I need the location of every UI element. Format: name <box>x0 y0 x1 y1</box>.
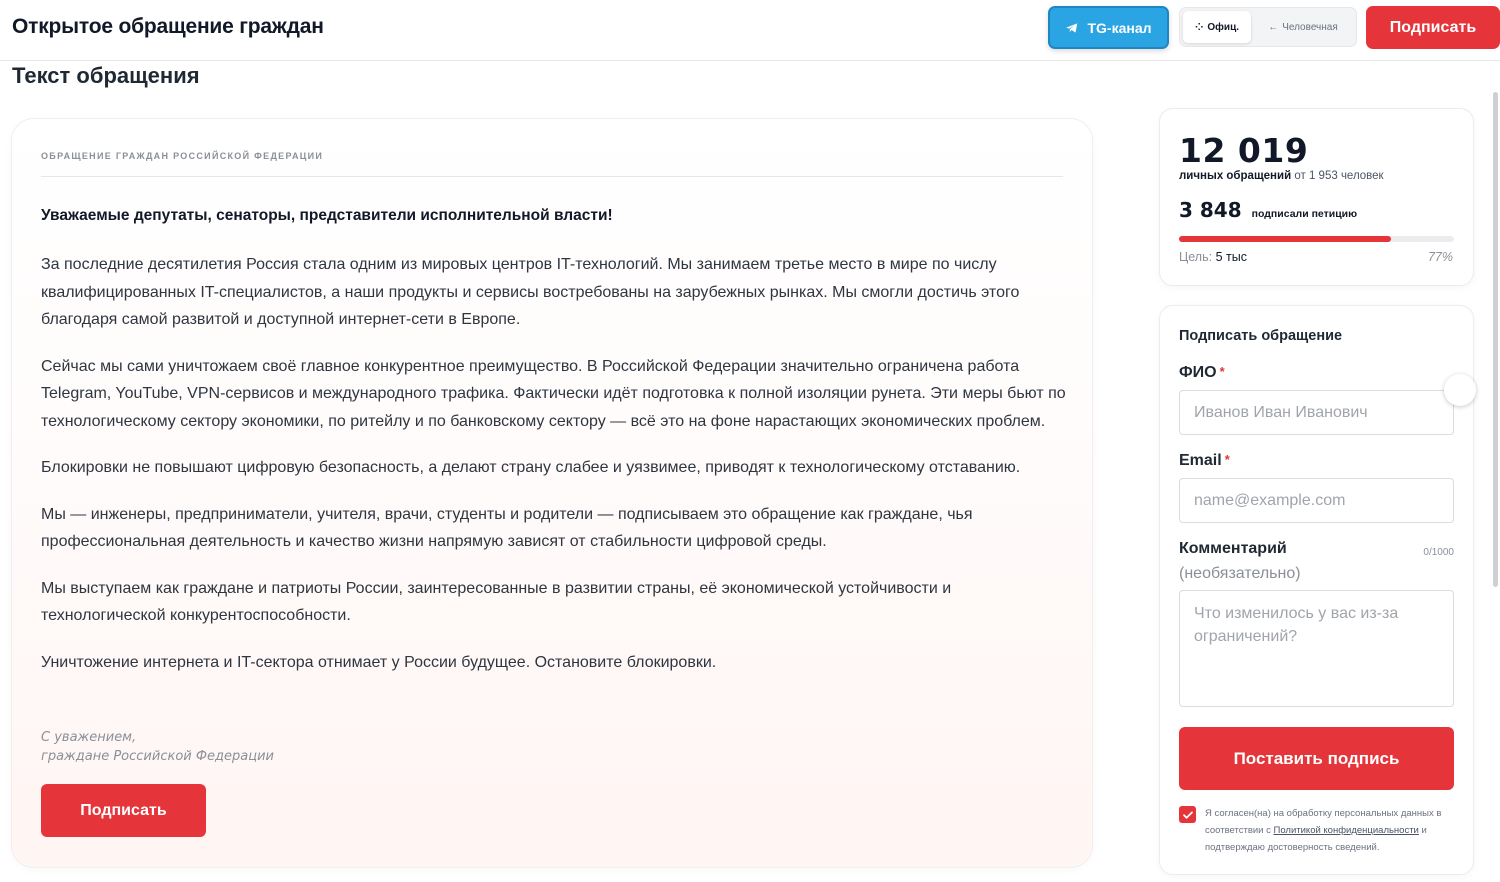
telegram-channel-button[interactable] <box>1048 6 1169 49</box>
goal-percent: 77% <box>1427 250 1453 264</box>
comment-char-counter: 0/1000 <box>1423 547 1454 558</box>
required-mark: * <box>1219 364 1225 379</box>
appeals-from: от 1 953 человек <box>1294 170 1384 182</box>
name-label-text: ФИО <box>1179 364 1217 381</box>
goal-progress-bar <box>1179 236 1454 242</box>
letter-paragraph: Мы — инженеры, предприниматели, учителя, врачи, студенты и родители — подписываем это обращение как граждане, чья профессиональная деятельность и качество жизни напрямую зависят от стабильности цифровой среды. <box>41 505 973 550</box>
telegram-channel-label: TG-канал <box>1087 19 1152 36</box>
telegram-icon <box>1065 21 1079 35</box>
style-option-human-label: Человечная <box>1282 21 1338 33</box>
email-label-text: Email <box>1179 452 1222 469</box>
required-mark: * <box>1224 452 1230 467</box>
style-option-human[interactable] <box>1253 11 1353 43</box>
letter-card <box>12 119 1092 867</box>
email-input[interactable] <box>1179 478 1454 523</box>
goal-caption <box>1179 250 1247 264</box>
comment-optional-hint: (необязательно) <box>1179 565 1301 582</box>
style-switch <box>1179 7 1357 47</box>
signature-line-2: граждане Российской Федерации <box>41 749 275 764</box>
appeals-label: личных обращений <box>1179 170 1292 182</box>
page-scrollbar[interactable] <box>1493 92 1498 587</box>
site-title[interactable]: Открытое обращение граждан <box>12 15 324 38</box>
letter-sign-button[interactable]: Подписать <box>41 784 206 837</box>
letter-paragraph: Блокировки не повышают цифровую безопасность, а делают страну слабее и уязвимее, приводят к технологическому отставанию. <box>41 459 1021 476</box>
header-sign-button[interactable]: Подписать <box>1366 6 1500 49</box>
consent-checkbox[interactable] <box>1179 806 1196 823</box>
site-header <box>0 0 1500 61</box>
style-option-official[interactable] <box>1183 11 1251 43</box>
signed-count: 3 848 <box>1179 198 1242 222</box>
consent-text-part1: Я согласен(на) на обработку персональных данных в соответствии с <box>1205 808 1442 836</box>
letter-paragraph: Уничтожение интернета и IT-сектора отнимает у России будущее. Остановите блокировки. <box>41 653 717 671</box>
comment-field-label: Комментарий <box>1179 540 1287 557</box>
consent-text <box>1205 805 1460 856</box>
signed-row <box>1179 198 1357 222</box>
sparkle-icon: ⁘ <box>1195 21 1204 33</box>
stats-card <box>1159 108 1474 286</box>
appeals-caption <box>1179 170 1384 182</box>
quote-icon: ← <box>1268 21 1279 33</box>
sign-form-card <box>1159 305 1474 875</box>
signature-line-1: С уважением, <box>41 730 137 745</box>
letter-signature <box>41 728 274 766</box>
name-field-label <box>1179 364 1225 382</box>
privacy-policy-link[interactable]: Политикой конфиденциальности <box>1273 825 1419 836</box>
comment-textarea[interactable] <box>1179 590 1454 707</box>
goal-value: 5 тыс <box>1215 250 1247 264</box>
appeals-count: 12 019 <box>1179 131 1309 170</box>
letter-paragraph: За последние десятилетия Россия стала одним из мировых центров IT-технологий. Мы занимаем третье место в мире по числу квалифицированных IT-специалистов, а наши продукты и сервисы востребованы на зарубежных рынках. Мы смогли достичь этого благодаря самой развитой и доступной интернет-сети в Европе. <box>41 256 1020 328</box>
floating-toggle-knob[interactable] <box>1444 374 1476 406</box>
letter-paragraph: Сейчас мы сами уничтожаем своё главное конкурентное преимущество. В Российской Федерации значительно ограничена работа Telegram, YouTube, VPN-сервисов и международного трафика. Фактически идёт подготовка к полной изоляции рунета. Эти меры бьют по технологическому сектору экономики, по ритейлу и по банковскому сектору — всё это на фоне нарастающих экономических проблем. <box>41 357 1066 430</box>
style-option-official-label: Офиц. <box>1207 21 1239 33</box>
section-title: Текст обращения <box>12 63 200 88</box>
consent-text-part2: и подтверждаю достоверность сведений. <box>1205 825 1427 853</box>
goal-label: Цель: <box>1179 250 1213 264</box>
name-input[interactable] <box>1179 390 1454 435</box>
letter-body <box>41 251 1071 695</box>
submit-signature-button[interactable]: Поставить подпись <box>1179 727 1454 790</box>
email-field-label <box>1179 452 1230 470</box>
letter-greeting: Уважаемые депутаты, сенаторы, представители исполнительной власти! <box>41 207 613 224</box>
form-title: Подписать обращение <box>1179 328 1343 344</box>
letter-divider <box>41 176 1063 177</box>
letter-kicker: ОБРАЩЕНИЕ ГРАЖДАН РОССИЙСКОЙ ФЕДЕРАЦИИ <box>41 151 324 161</box>
letter-paragraph: Мы выступаем как граждане и патриоты России, заинтересованные в развитии страны, её экономической устойчивости и технологической конкурентоспособности. <box>41 579 952 624</box>
goal-progress-fill <box>1179 236 1391 242</box>
checkmark-icon <box>1182 809 1194 821</box>
signed-label: подписали петицию <box>1251 208 1358 220</box>
